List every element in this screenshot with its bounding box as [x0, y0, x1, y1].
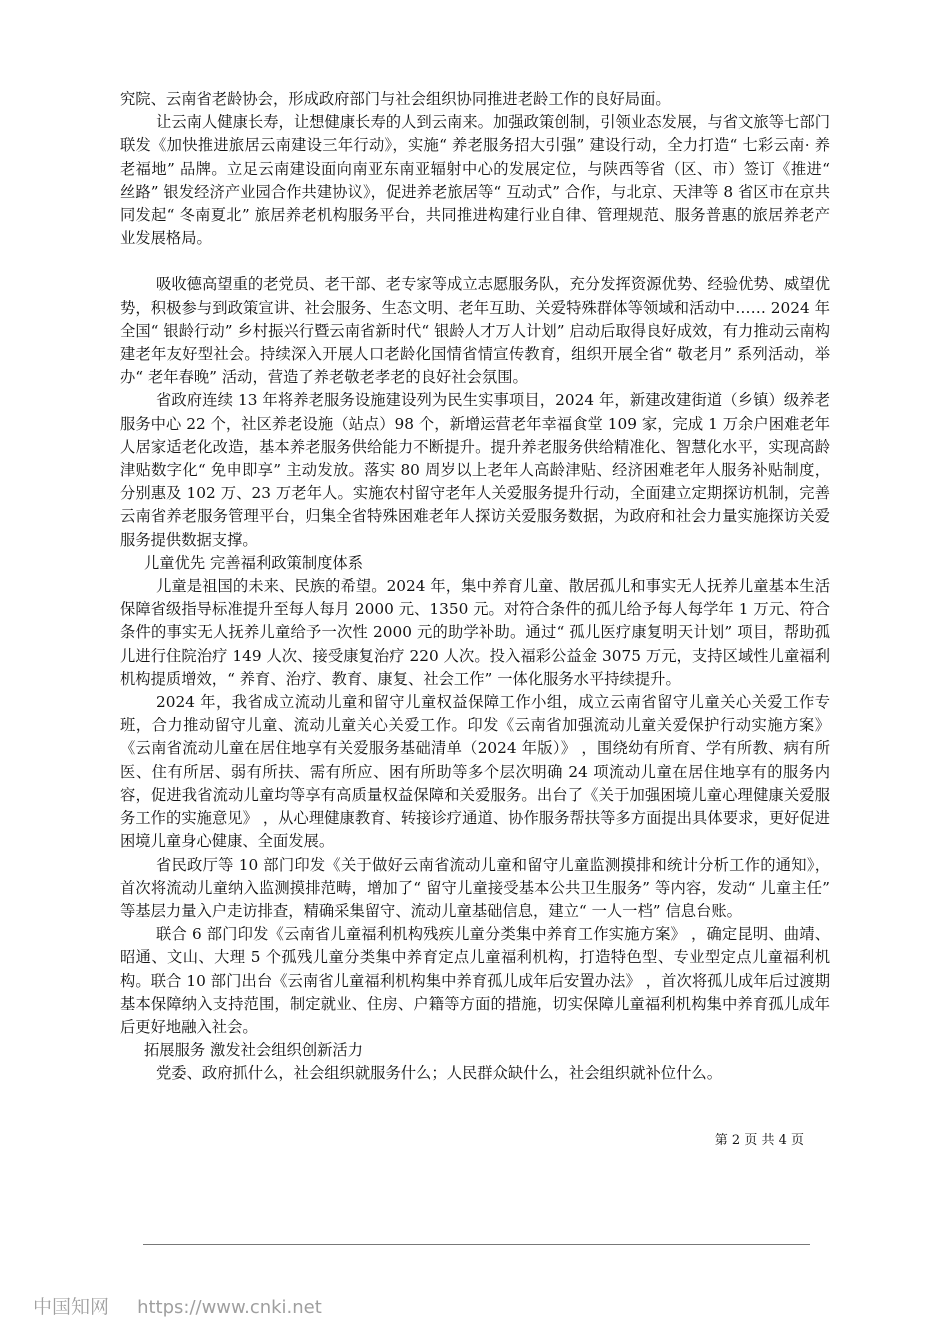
watermark-url: https://www.cnki.net [137, 1297, 322, 1318]
paragraph-yunnan-health: 让云南人健康长寿，让想健康长寿的人到云南来。加强政策创制，引领业态发展，与省文旅等七部门联发《加快推进旅居云南建设三年行动》，实施“ 养老服务招大引强” 建设行动，全力打造“ 七彩云南· 养老福地” 品牌。立足云南建设面向南亚东南亚辐射中心的发展定位，与陕西等省（区、市）签订《推进“ 丝路” 银发经济产业园合作共建协议》，促进养老旅居等“ 互动式” 合作，与北京、天津等 8 省区市在京共同发起“ 冬南夏北” 旅居养老机构服务平台，共同推进构建行业自律、管理规范、服务普惠的旅居养老产业发展格局。 [120, 113, 830, 248]
paragraph-elderly-facilities: 省政府连续 13 年将养老服务设施建设列为民生实事项目，2024 年，新建改建街道（乡镇）级养老服务中心 22 个，社区养老设施（站点）98 个，新增运营老年幸福食堂 109 家，完成 1 万余户困难老年人居家适老化改造，基本养老服务供给能力不断提升。提升养老服务供给精准化、智慧化水平，实现高龄津贴数字化“ 免申即享” 主动发放。落实 80 周岁以上老年人高龄津贴、经济困难老年人服务补贴制度，分别惠及 102 万、23 万老年人。实施农村留守老年人关爱服务提升行动，全面建立定期探访机制，完善云南省养老服务管理平台，归集全省特殊困难老年人探访关爱服务数据，为政府和社会力量实施探访关爱服务提供数据支撑。 [120, 391, 830, 549]
page-number: 第 2 页 共 4 页 [714, 1133, 804, 1148]
paragraph-volunteer-service: 吸收德高望重的老党员、老干部、老专家等成立志愿服务队，充分发挥资源优势、经验优势、威望优势，积极参与到政策宣讲、社会服务、生态文明、老年互助、关爱特殊群体等领域和活动中…… 2024 年全国“ 银龄行动” 乡村振兴行暨云南省新时代“ 银龄人才万人计划” 启动后取得良好成效，有力推动云南构建老年友好型社会。持续深入开展人口老龄化国情省情宣传教育，组织开展全省“ 敬老月” 系列活动，举办“ 老年春晚” 活动，营造了养老敬老孝老的良好社会氛围。 [120, 275, 830, 387]
paragraph-monitoring-notice: 省民政厅等 10 部门印发《关于做好云南省流动儿童和留守儿童监测摸排和统计分析工作的通知》，首次将流动儿童纳入监测摸排范畴，增加了“ 留守儿童接受基本公共卫生服务” 等内容，发动“ 儿童主任” 等基层力量入户走访排查，精确采集留守、流动儿童基础信息，建立“ 一人一档” 信息台账。 [120, 855, 830, 920]
section-heading-children-priority: 儿童优先 完善福利政策制度体系 [144, 553, 364, 572]
paragraph-continuation: 究院、云南省老龄协会，形成政府部门与社会组织协同推进老龄工作的良好局面。 [120, 90, 671, 108]
document-body [120, 88, 830, 1086]
paragraph-left-behind-children: 2024 年，我省成立流动儿童和留守儿童权益保障工作小组，成立云南省留守儿童关心关爱工作专班，合力推动留守儿童、流动儿童关心关爱工作。印发《云南省加强流动儿童关爱保护行动实施方案》 《云南省流动儿童在居住地享有关爱服务基础清单（2024 年版）》 ，围绕幼有所育、学有所教、病有所医、住有所居、弱有所扶、需有所应、困有所助等多个层次明确 24 项流动儿童在居住地享有的服务内容，促进我省流动儿童均等享有高质量权益保障和关爱服务。出台了《关于加强困境儿童心理健康关爱服务工作的实施意见》 ，从心理健康教育、转接诊疗通道、协作服务帮扶等多方面提出具体要求，更好促进困境儿童身心健康、全面发展。 [120, 693, 830, 851]
paragraph-children-welfare: 儿童是祖国的未来、民族的希望。2024 年，集中养育儿童、散居孤儿和事实无人抚养儿童基本生活保障省级指导标准提升至每人每月 2000 元、1350 元。对符合条件的孤儿给予每人每学年 1 万元、符合条件的事实无人抚养儿童给予一次性 2000 元的助学补助。通过“ 孤儿医疗康复明天计划” 项目，帮助孤儿进行住院治疗 149 人次、接受康复治疗 220 人次。投入福彩公益金 3075 万元，支持区域性儿童福利机构提质增效，“ 养育、治疗、教育、康复、社会工作” 一体化服务水平持续提升。 [120, 577, 830, 688]
paragraph-social-organizations: 党委、政府抓什么，社会组织就服务什么；人民群众缺什么，社会组织就补位什么。 [156, 1064, 722, 1083]
watermark-brand: 中国知网 [33, 1296, 110, 1318]
footer-divider [143, 1244, 810, 1245]
cnki-watermark [33, 1293, 322, 1322]
paragraph-orphan-care: 联合 6 部门印发《云南省儿童福利机构残疾儿童分类集中养育工作实施方案》 ，确定昆明、曲靖、昭通、文山、大理 5 个孤残儿童分类集中养育定点儿童福利机构，打造特色型、专业型定点儿童福利机构。联合 10 部门出台《云南省儿童福利机构集中养育孤儿成年后安置办法》 ，首次将孤儿成年后过渡期基本保障纳入支持范围，制定就业、住房、户籍等方面的措施，切实保障儿童福利机构集中养育孤儿成年后更好地融入社会。 [120, 925, 830, 1036]
section-heading-expand-services: 拓展服务 激发社会组织创新活力 [144, 1041, 364, 1060]
